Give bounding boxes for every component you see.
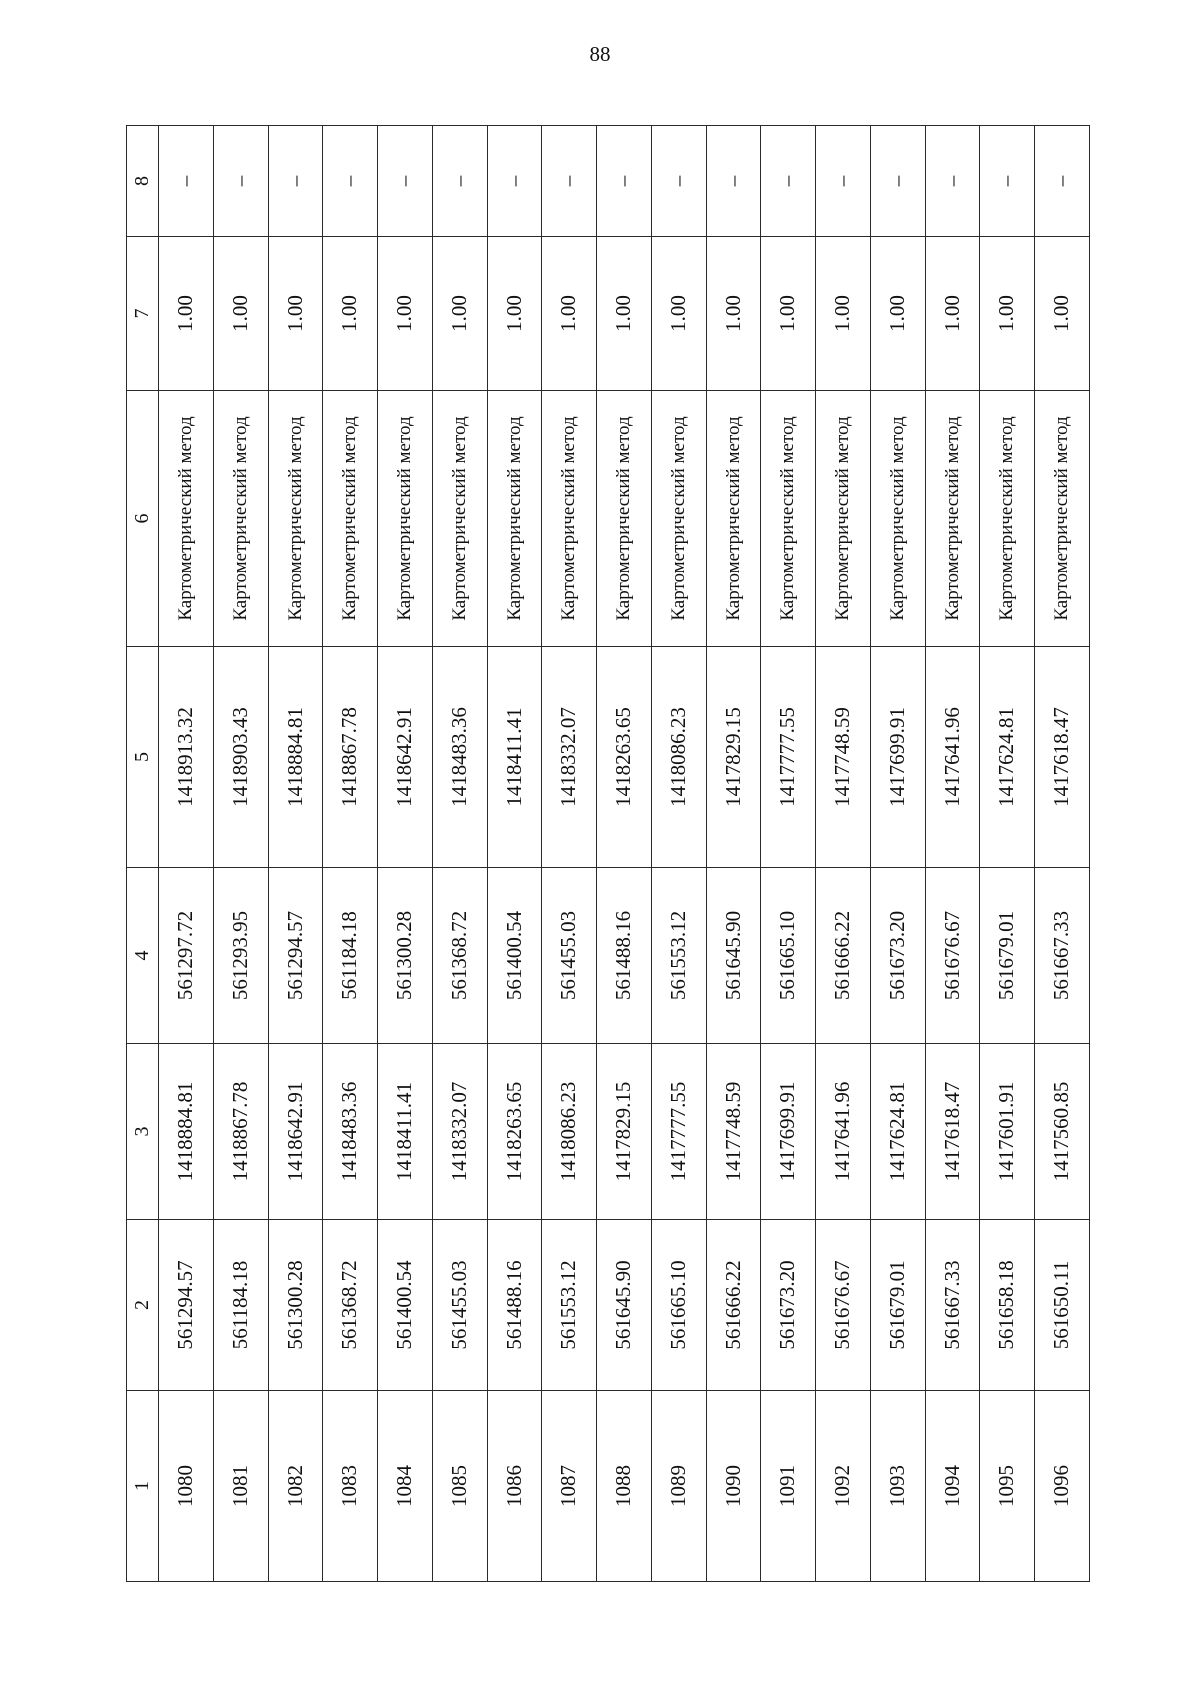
table-row [1035,126,1090,1582]
cell-x-end: 561294.57 [268,868,323,1044]
rotated-table-wrapper [126,126,1090,1582]
cell-y-end: 1417829.15 [706,647,761,868]
cell-x-start: 561294.57 [159,1220,214,1391]
table-row [980,126,1035,1582]
column-header-2: 2 [127,1220,159,1391]
cell-note: – [816,126,871,237]
cell-accuracy: 1.00 [651,237,706,391]
cell-x-start: 561667.33 [925,1220,980,1391]
cell-y-start: 1417748.59 [706,1044,761,1220]
cell-x-start: 561184.18 [213,1220,268,1391]
cell-method: Картометрический метод [378,391,433,647]
cell-point-number: 1096 [1035,1391,1090,1582]
cell-y-end: 1418086.23 [651,647,706,868]
cell-y-start: 1418263.65 [487,1044,542,1220]
table-row [159,126,214,1582]
cell-note: – [761,126,816,237]
column-header-1: 1 [127,1391,159,1582]
cell-x-start: 561673.20 [761,1220,816,1391]
cell-x-end: 561300.28 [378,868,433,1044]
cell-y-end: 1417748.59 [816,647,871,868]
cell-x-start: 561679.01 [870,1220,925,1391]
cell-y-end: 1418913.32 [159,647,214,868]
cell-x-end: 561665.10 [761,868,816,1044]
cell-method: Картометрический метод [323,391,378,647]
cell-accuracy: 1.00 [323,237,378,391]
cell-x-start: 561676.67 [816,1220,871,1391]
cell-method: Картометрический метод [159,391,214,647]
cell-method: Картометрический метод [487,391,542,647]
cell-y-end: 1418332.07 [542,647,597,868]
cell-x-start: 561650.11 [1035,1220,1090,1391]
cell-x-start: 561368.72 [323,1220,378,1391]
cell-point-number: 1092 [816,1391,871,1582]
cell-method: Картометрический метод [980,391,1035,647]
cell-method: Картометрический метод [870,391,925,647]
coordinates-table [126,125,1090,1582]
cell-x-end: 561553.12 [651,868,706,1044]
cell-x-end: 561676.67 [925,868,980,1044]
cell-point-number: 1081 [213,1391,268,1582]
cell-x-start: 561300.28 [268,1220,323,1391]
cell-point-number: 1085 [432,1391,487,1582]
cell-accuracy: 1.00 [980,237,1035,391]
cell-x-end: 561667.33 [1035,868,1090,1044]
cell-note: – [597,126,652,237]
table-row [816,126,871,1582]
cell-accuracy: 1.00 [378,237,433,391]
cell-x-start: 561400.54 [378,1220,433,1391]
cell-x-start: 561645.90 [597,1220,652,1391]
cell-y-end: 1418867.78 [323,647,378,868]
cell-accuracy: 1.00 [925,237,980,391]
cell-y-end: 1417624.81 [980,647,1035,868]
cell-x-end: 561488.16 [597,868,652,1044]
table-row [323,126,378,1582]
cell-x-start: 561666.22 [706,1220,761,1391]
cell-y-start: 1417699.91 [761,1044,816,1220]
table-row [925,126,980,1582]
cell-point-number: 1095 [980,1391,1035,1582]
cell-accuracy: 1.00 [159,237,214,391]
cell-y-end: 1418642.91 [378,647,433,868]
cell-y-start: 1418867.78 [213,1044,268,1220]
cell-point-number: 1087 [542,1391,597,1582]
cell-accuracy: 1.00 [487,237,542,391]
cell-y-start: 1417641.96 [816,1044,871,1220]
cell-x-start: 561553.12 [542,1220,597,1391]
cell-note: – [378,126,433,237]
cell-note: – [542,126,597,237]
cell-point-number: 1091 [761,1391,816,1582]
cell-x-end: 561184.18 [323,868,378,1044]
cell-note: – [870,126,925,237]
column-header-8: 8 [127,126,159,237]
cell-y-end: 1417699.91 [870,647,925,868]
cell-accuracy: 1.00 [542,237,597,391]
table-row [213,126,268,1582]
cell-y-start: 1417777.55 [651,1044,706,1220]
cell-method: Картометрический метод [651,391,706,647]
cell-point-number: 1082 [268,1391,323,1582]
cell-method: Картометрический метод [542,391,597,647]
cell-accuracy: 1.00 [1035,237,1090,391]
cell-y-start: 1418483.36 [323,1044,378,1220]
cell-x-start: 561658.18 [980,1220,1035,1391]
column-header-5: 5 [127,647,159,868]
cell-y-start: 1417618.47 [925,1044,980,1220]
cell-y-start: 1417601.91 [980,1044,1035,1220]
cell-y-start: 1418332.07 [432,1044,487,1220]
cell-point-number: 1089 [651,1391,706,1582]
column-header-4: 4 [127,868,159,1044]
cell-point-number: 1083 [323,1391,378,1582]
cell-accuracy: 1.00 [213,237,268,391]
cell-note: – [487,126,542,237]
table-row [432,126,487,1582]
cell-accuracy: 1.00 [816,237,871,391]
cell-y-end: 1418884.81 [268,647,323,868]
cell-x-end: 561679.01 [980,868,1035,1044]
cell-y-start: 1418884.81 [159,1044,214,1220]
table-row [268,126,323,1582]
cell-y-end: 1417777.55 [761,647,816,868]
cell-x-end: 561673.20 [870,868,925,1044]
cell-accuracy: 1.00 [706,237,761,391]
cell-x-end: 561368.72 [432,868,487,1044]
table-row [870,126,925,1582]
cell-note: – [213,126,268,237]
cell-note: – [706,126,761,237]
cell-note: – [980,126,1035,237]
cell-y-start: 1418086.23 [542,1044,597,1220]
cell-y-start: 1417624.81 [870,1044,925,1220]
cell-x-end: 561645.90 [706,868,761,1044]
cell-accuracy: 1.00 [432,237,487,391]
column-header-7: 7 [127,237,159,391]
cell-method: Картометрический метод [816,391,871,647]
cell-y-start: 1417560.85 [1035,1044,1090,1220]
cell-y-start: 1417829.15 [597,1044,652,1220]
cell-method: Картометрический метод [432,391,487,647]
header-row [127,126,159,1582]
column-header-6: 6 [127,391,159,647]
cell-x-start: 561488.16 [487,1220,542,1391]
cell-method: Картометрический метод [597,391,652,647]
table-row [651,126,706,1582]
table-row [378,126,433,1582]
cell-point-number: 1080 [159,1391,214,1582]
cell-y-end: 1417618.47 [1035,647,1090,868]
cell-accuracy: 1.00 [761,237,816,391]
cell-method: Картометрический метод [1035,391,1090,647]
cell-point-number: 1093 [870,1391,925,1582]
cell-note: – [268,126,323,237]
cell-method: Картометрический метод [925,391,980,647]
cell-note: – [323,126,378,237]
cell-x-end: 561455.03 [542,868,597,1044]
cell-y-end: 1417641.96 [925,647,980,868]
cell-method: Картометрический метод [761,391,816,647]
table-row [597,126,652,1582]
cell-x-start: 561665.10 [651,1220,706,1391]
cell-method: Картометрический метод [213,391,268,647]
cell-x-end: 561400.54 [487,868,542,1044]
cell-y-start: 1418642.91 [268,1044,323,1220]
cell-x-end: 561666.22 [816,868,871,1044]
cell-y-start: 1418411.41 [378,1044,433,1220]
column-header-3: 3 [127,1044,159,1220]
cell-point-number: 1084 [378,1391,433,1582]
cell-note: – [651,126,706,237]
cell-accuracy: 1.00 [268,237,323,391]
table-row [706,126,761,1582]
table-body [159,126,1090,1582]
cell-point-number: 1086 [487,1391,542,1582]
cell-y-end: 1418411.41 [487,647,542,868]
cell-method: Картометрический метод [268,391,323,647]
cell-accuracy: 1.00 [870,237,925,391]
cell-point-number: 1094 [925,1391,980,1582]
table-row [542,126,597,1582]
cell-note: – [925,126,980,237]
cell-y-end: 1418483.36 [432,647,487,868]
cell-x-start: 561455.03 [432,1220,487,1391]
cell-x-end: 561293.95 [213,868,268,1044]
cell-note: – [159,126,214,237]
cell-y-end: 1418263.65 [597,647,652,868]
table-row [487,126,542,1582]
cell-note: – [1035,126,1090,237]
cell-x-end: 561297.72 [159,868,214,1044]
cell-point-number: 1090 [706,1391,761,1582]
cell-y-end: 1418903.43 [213,647,268,868]
cell-note: – [432,126,487,237]
cell-accuracy: 1.00 [597,237,652,391]
cell-point-number: 1088 [597,1391,652,1582]
cell-method: Картометрический метод [706,391,761,647]
table-row [761,126,816,1582]
page-number: 88 [589,42,611,66]
